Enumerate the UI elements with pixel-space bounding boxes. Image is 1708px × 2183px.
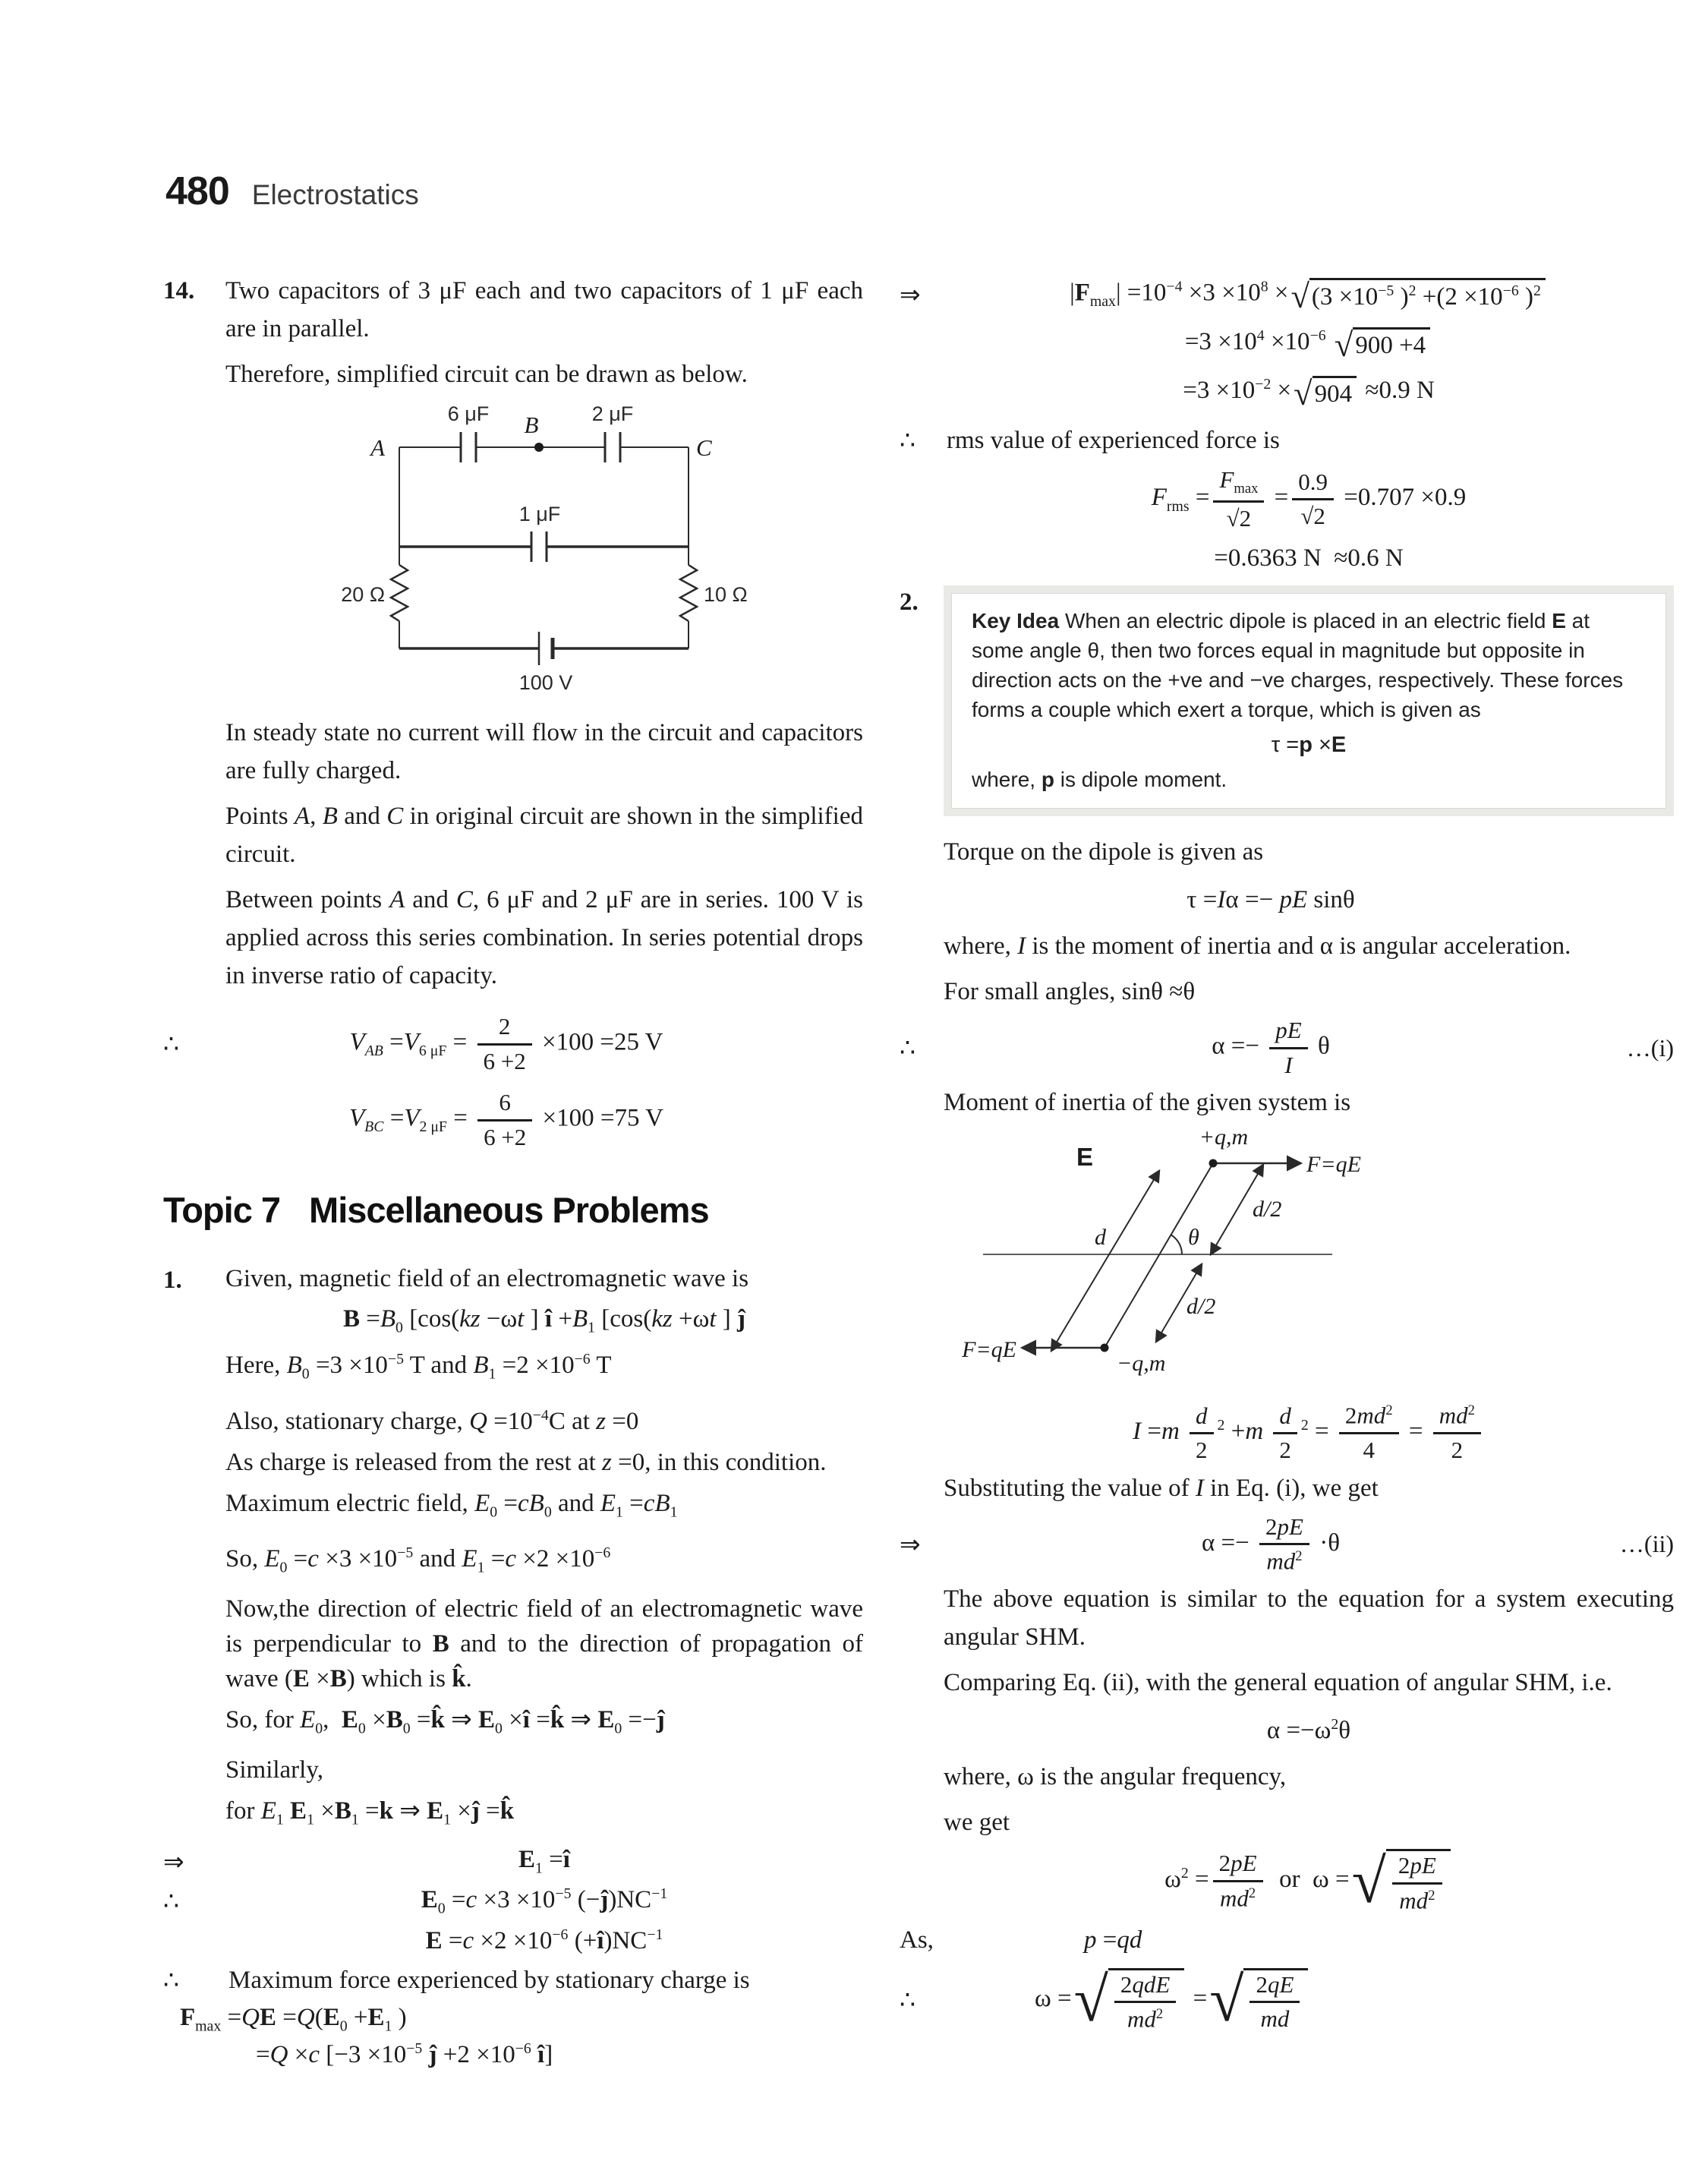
d-half-lower-label: d/2 — [1186, 1294, 1216, 1320]
paragraph: Torque on the dipole is given as — [944, 838, 1264, 866]
equation-b-field — [225, 1302, 863, 1340]
right-column — [900, 267, 1674, 2038]
equation-ref: …(i) — [1626, 1033, 1674, 1062]
paragraph: The above equation is similar to the equation for a system executing angular SHM. — [944, 1585, 1674, 1651]
chapter-title: Electrostatics — [251, 179, 419, 210]
item-body — [163, 1261, 863, 2074]
negative-charge-dot — [1101, 1344, 1109, 1352]
paragraph: So, $E_0 =c \times 3 \times 10^{-5}$ and $E_1 =c \times 2 \times 10^{-6}$ — [225, 1544, 611, 1576]
paragraph: Similarly, — [225, 1756, 323, 1784]
paragraph: Two capacitors of 3 μF each and two capacitors of 1 μF each are in parallel. — [225, 277, 863, 342]
equation-frms — [900, 468, 1674, 531]
negative-charge-label: −q,m — [1117, 1351, 1166, 1377]
equation-inertia — [900, 1403, 1674, 1462]
paragraph: Substituting the value of I in Eq. (i), we get — [944, 1474, 1379, 1502]
node-c-label: C — [696, 434, 712, 461]
therefore-symbol: ∴ — [900, 1986, 915, 2014]
resistor-20ohm-label: 20 Ω — [341, 583, 385, 606]
paragraph: As charge is released from the rest at z =0, in this condition. — [225, 1448, 827, 1476]
as-label: As, — [900, 1926, 934, 1954]
theta-arc — [1171, 1235, 1182, 1254]
force-top-label: F=qE — [1306, 1152, 1361, 1178]
therefore-symbol: ∴ — [163, 1967, 179, 1995]
topic-title: Miscellaneous Problems — [309, 1190, 709, 1231]
equation-content: $E =c \times 2 \times 10^{-6}$ $(+î)NC^{-1}$ — [425, 1926, 663, 1955]
equation-fmax: $F_{max} =QE =Q(E_0 +E_1$ ) — [180, 2004, 407, 2035]
equation-e0-value — [163, 1882, 863, 1920]
resistor-10ohm — [680, 565, 697, 621]
paragraph: So, for $E_0$, $E_0 \times B_0$ =k̂ ⇒ $E_0$ ×î =k̂ ⇒ $E_0$ =−ĵ — [225, 1705, 665, 1737]
equation-content: $V_{BC} =V_{2 \mu F}$ = $\frac{6}{6 +2}$ ×100 =75 V — [348, 1089, 664, 1150]
equation-content: $V_{AB} =V_{6 \mu F}$ = $\frac{2}{6 +2}$ ×100 =25 V — [349, 1013, 663, 1074]
d-half-upper-label: d/2 — [1253, 1197, 1282, 1222]
node-b-dot — [534, 443, 544, 452]
equation-vab — [163, 1014, 863, 1074]
paragraph: Between points A and C, 6 μF and 2 μF are in series. 100 V is applied across this series combination. In series potential drops in inverse ratio of capacity. — [225, 886, 863, 989]
equation-content: $E_0 =c \times 3 \times 10^{-5}$ $(-ĵ)NC^{-1}$ — [421, 1885, 668, 1917]
dipole-axis-line — [1105, 1163, 1216, 1348]
positive-charge-label: +q,m — [1199, 1129, 1249, 1150]
therefore-symbol: ∴ — [900, 1035, 915, 1063]
therefore-symbol: ∴ — [900, 427, 915, 455]
solution-item-14 — [163, 272, 863, 1156]
circuit-figure — [339, 404, 863, 700]
equation-content: $\omega^2$ = $\frac{2pE}{md^2}$ or ω = √ $\frac{2pE}{md^2}$ — [944, 1849, 1674, 1913]
equation-omega — [900, 1845, 1674, 1916]
resistor-10ohm-label: 10 Ω — [704, 583, 748, 606]
equation-step — [900, 322, 1674, 364]
dipole-figure — [960, 1129, 1674, 1383]
equation-e-value — [225, 1922, 863, 1960]
node-a-label: A — [370, 434, 385, 461]
equation-vbc — [163, 1090, 863, 1150]
left-column — [163, 272, 863, 2074]
equation-torque — [900, 879, 1674, 921]
therefore-symbol: ∴ — [163, 1888, 179, 1916]
equation-content: α =− $\frac{pE}{I}$ θ — [1212, 1017, 1330, 1078]
solution-item-1 — [163, 1261, 863, 2074]
equation-fmax-magnitude — [900, 273, 1674, 316]
capacitor-1uF-label: 1 μF — [518, 503, 561, 525]
page-number: 480 — [165, 169, 229, 213]
capacitor-6uF — [461, 432, 476, 462]
paragraph: Maximum electric field, $E_0 =cB_0$ and $E_1 =cB_1$ — [225, 1489, 678, 1521]
d-label: d — [1095, 1225, 1106, 1251]
topic-heading — [163, 1189, 863, 1231]
equation-omega-final — [900, 1964, 1674, 2035]
paragraph: Moment of inertia of the given system is — [944, 1089, 1351, 1117]
force-bottom-label: F=qE — [962, 1337, 1016, 1363]
implies-symbol: ⇒ — [900, 1531, 921, 1559]
equation-alpha-ii — [900, 1515, 1674, 1574]
statement-text: rms value of experienced force is — [947, 426, 1280, 454]
key-idea-body: When an electric dipole is placed in an electric field E at some angle θ, then two forces equal in magnitude but opposite in direction acts on the +ve and −ve charges, respectively. These forces forms a couple which exert a torque, which is given as — [972, 609, 1624, 722]
paragraph: for $E_1$ $E_1 \times B_1 =k$ ⇒ $E_1$ ×ĵ =k̂ — [225, 1797, 515, 1828]
therefore-symbol: ∴ — [163, 1031, 179, 1059]
e-field-label: E — [1076, 1143, 1093, 1172]
node-b-label: B — [524, 412, 539, 438]
page-header — [165, 169, 419, 214]
key-idea-box — [944, 585, 1674, 816]
paragraph: Here, $B_0 =3 \times 10^{-5}$ T and $B_1 =2 \times 10^{-6}$ T — [225, 1351, 612, 1383]
paragraph: Given, magnetic field of an electromagnetic wave is — [225, 1265, 749, 1293]
equation-content: α =− $\frac{2pE}{md^2}$ ·θ — [1202, 1513, 1340, 1575]
statement-rms — [900, 419, 1674, 462]
equation-content: τ =Iα =− pE sinθ — [1186, 885, 1355, 913]
paragraph: we get — [944, 1809, 1010, 1837]
paragraph: Now,the direction of electric field of an electromagnetic wave is perpendicular to B and to the direction of propagation of wave (E ×B) which is k̂. — [225, 1595, 863, 1692]
equation-p-qd — [900, 1920, 1674, 1962]
circuit-wires — [391, 432, 697, 665]
e-field-d-arrow — [1051, 1171, 1159, 1351]
equation-fmax-2: =Q ×c [$-3 \times 10^{-5}$ ĵ $+2 \times 10^{-6}$ î] — [256, 2039, 553, 2068]
implies-symbol: ⇒ — [163, 1849, 184, 1877]
paragraph: where, ω is the angular frequency, — [944, 1763, 1287, 1791]
equation-content: $=3 \times 10^4 \times 10^{-6}$ √ 900 +4 — [944, 327, 1674, 360]
paragraph: Also, stationary charge, $Q =10^{-4}C$ at z =0 — [225, 1406, 639, 1435]
item-number: 2. — [900, 588, 919, 617]
capacitor-1uF — [531, 532, 547, 562]
equation-content: $|F_{max}| =10^{-4} \times 3 \times 10^8$ × √ ($3 \times 10^{-5}$ )$^2 +(2 \times 10^{-6}$ )$^2$ — [944, 278, 1674, 311]
paragraph: In steady state no current will flow in the circuit and capacitors are fully charged. — [225, 719, 863, 784]
topic-label: Topic 7 — [163, 1190, 281, 1231]
paragraph: For small angles, sinθ ≈θ — [944, 978, 1196, 1006]
resistor-20ohm — [391, 565, 408, 621]
item-number: 1. — [163, 1267, 182, 1295]
key-idea-title: Key Idea — [972, 609, 1060, 633]
solution-item-2 — [900, 585, 1674, 816]
equation-content: $=3 \times 10^{-2}$ × √ 904 ≈0.9 N — [1183, 374, 1435, 412]
equation-content: p =qd — [1084, 1926, 1142, 1954]
paragraph: Comparing Eq. (ii), with the general equation of angular SHM, i.e. — [944, 1669, 1612, 1697]
equation-e1 — [163, 1843, 863, 1881]
equation-step — [900, 371, 1674, 413]
voltage-source-label: 100 V — [518, 671, 573, 694]
implies-symbol: ⇒ — [900, 282, 921, 309]
paragraph: where, I is the moment of inertia and α is angular acceleration. — [944, 932, 1571, 961]
key-idea-inner — [951, 593, 1666, 809]
equation-content: ω = √ 2qdE $md^2$ = √ $\frac{2qE}{md}$ — [944, 1968, 1674, 2032]
key-idea-equation: τ =p ×E — [1271, 733, 1347, 758]
equation-alpha-i — [900, 1018, 1674, 1077]
equation-content: $B =B_0$ [cos(kz −ωt ] î $+B_1$ [cos(kz +ωt ] ĵ — [342, 1305, 746, 1336]
equation-content: $F_{rms}$ = $F_{max}$ √2 = $\frac{0.9}{√2}$ =0.707 ×0.9 — [1151, 466, 1467, 532]
key-idea-text — [972, 606, 1646, 724]
paragraph: Points A, B and C in original circuit are shown in the simplified circuit. — [225, 803, 863, 868]
equation-content: =0.6363 N ≈0.6 N — [1214, 544, 1404, 572]
key-idea-footer: where, p is dipole moment. — [972, 768, 1227, 792]
positive-charge-dot — [1209, 1159, 1218, 1168]
capacitor-2uF-label: 2 μF — [591, 404, 634, 425]
equation-result — [900, 537, 1674, 579]
dipole-diagram — [960, 1129, 1385, 1380]
capacitor-2uF — [605, 432, 620, 462]
paragraph: Therefore, simplified circuit can be drawn as below. — [225, 361, 748, 388]
statement-max-force — [163, 1961, 863, 1999]
equation-content: $\alpha =-\omega^2\theta$ — [1266, 1716, 1351, 1745]
equation-shm — [900, 1709, 1674, 1752]
equation-content: $E_1$ =î — [518, 1846, 570, 1877]
statement-text: Maximum force experienced by stationary charge is — [228, 1966, 750, 1994]
theta-label: θ — [1188, 1225, 1199, 1251]
circuit-diagram — [339, 404, 764, 696]
item-number: 14. — [163, 277, 195, 304]
equation-content: I =m $\frac{d}{2}$ $^2$ +m $\frac{d}{2}$ $^2$ = $\frac{2md^2}{4}$ = $\frac{md^2}{2}$ — [944, 1403, 1674, 1462]
equation-ref: …(ii) — [1619, 1530, 1674, 1558]
capacitor-6uF-label: 6 μF — [447, 404, 490, 425]
